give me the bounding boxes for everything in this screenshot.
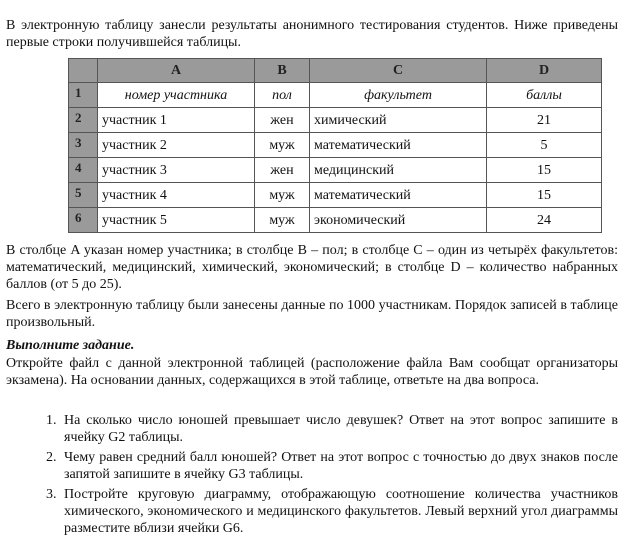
row-number: 4 xyxy=(69,158,98,183)
faculty-cell: медицинский xyxy=(310,158,487,183)
table-row xyxy=(69,108,602,133)
gender-cell: жен xyxy=(255,108,310,133)
participant-cell: участник 5 xyxy=(98,208,255,233)
header-cell: факультет xyxy=(310,83,487,108)
score-cell: 15 xyxy=(487,158,602,183)
score-cell: 21 xyxy=(487,108,602,133)
total-note-paragraph: Всего в электронную таблицу были занесены данные по 1000 участникам. Порядок записей в таблице произвольный. xyxy=(6,298,618,330)
column-header-row xyxy=(69,59,602,83)
score-cell: 24 xyxy=(487,208,602,233)
task-list xyxy=(6,412,618,540)
gender-cell: муж xyxy=(255,208,310,233)
score-cell: 15 xyxy=(487,183,602,208)
column-letter-c: C xyxy=(310,59,487,83)
row-number: 3 xyxy=(69,133,98,158)
column-letter-b: B xyxy=(255,59,310,83)
intro-paragraph: В электронную таблицу занесли результаты анонимного тестирования студентов. Ниже приведены первые строки получившейся таблицы. xyxy=(6,18,618,50)
faculty-cell: экономический xyxy=(310,208,487,233)
table-row xyxy=(69,83,602,108)
header-cell: баллы xyxy=(487,83,602,108)
score-cell: 5 xyxy=(487,133,602,158)
column-letter-d: D xyxy=(487,59,602,83)
column-letter-a: A xyxy=(98,59,255,83)
participant-cell: участник 4 xyxy=(98,183,255,208)
list-item: 1. На сколько число юношей превышает число девушек? Ответ на этот вопрос запишите в ячейку G2 таблицы. xyxy=(60,412,618,446)
list-item: 2. Чему равен средний балл юношей? Ответ на этот вопрос с точностью до двух знаков после запятой запишите в ячейку G3 таблицы. xyxy=(60,449,618,483)
faculty-cell: математический xyxy=(310,133,487,158)
row-number: 1 xyxy=(69,83,98,108)
header-cell: пол xyxy=(255,83,310,108)
corner-cell xyxy=(69,59,98,83)
task-intro-paragraph: Откройте файл с данной электронной таблицей (расположение файла Вам сообщат организаторы экзамена). На основании данных, содержащихся в этой таблице, ответьте на два вопроса. xyxy=(6,356,618,388)
row-number: 2 xyxy=(69,108,98,133)
spreadsheet-table xyxy=(68,58,602,233)
row-number: 6 xyxy=(69,208,98,233)
table-row xyxy=(69,158,602,183)
task-title: Выполните задание. xyxy=(6,338,135,353)
faculty-cell: химический xyxy=(310,108,487,133)
gender-cell: жен xyxy=(255,158,310,183)
table-row xyxy=(69,208,602,233)
header-cell: номер участника xyxy=(98,83,255,108)
list-item: 3. Постройте круговую диаграмму, отображающую соотношение количества участников химического, экономического и медицинского факультетов. Левый верхний угол диаграммы разместите вблизи ячейки G6. xyxy=(60,486,618,537)
table-row xyxy=(69,183,602,208)
description-paragraph: В столбце A указан номер участника; в столбце B – пол; в столбце C – один из четырёх факультетов: математический, медицинский, химический, экономический; в столбце D – количество набранных баллов (от 5 до 25). xyxy=(6,243,618,292)
gender-cell: муж xyxy=(255,183,310,208)
table-row xyxy=(69,133,602,158)
participant-cell: участник 3 xyxy=(98,158,255,183)
faculty-cell: математический xyxy=(310,183,487,208)
gender-cell: муж xyxy=(255,133,310,158)
participant-cell: участник 2 xyxy=(98,133,255,158)
row-number: 5 xyxy=(69,183,98,208)
participant-cell: участник 1 xyxy=(98,108,255,133)
